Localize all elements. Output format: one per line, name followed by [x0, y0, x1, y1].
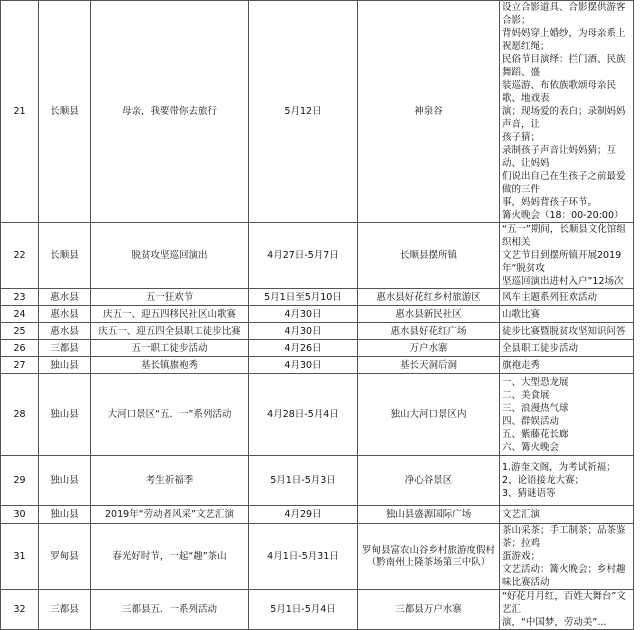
activity-name-cell: 庆五一、迎五四全县职工徒步比赛: [91, 323, 249, 340]
county-cell: 长顺县: [39, 1, 91, 223]
venue-cell: 惠水县好花红广场: [358, 323, 500, 340]
table-row: [1, 590, 634, 630]
content-cell: 全县职工徒步活动: [500, 340, 634, 357]
content-cell: [500, 456, 634, 506]
row-number: 27: [1, 357, 39, 374]
activity-name-cell: 基长镇旗袍秀: [91, 357, 249, 374]
content-cell: [500, 374, 634, 456]
content-line: 背妈妈穿上婚纱，为母亲系上祝愿红绳；: [502, 28, 626, 52]
venue-cell: 罗甸县富农山谷乡村旅游度假村（黔南州上隆茶场第三中队）: [358, 524, 500, 590]
date-cell: 5月1日-5月3日: [249, 456, 358, 506]
date-cell: 4月30日: [249, 306, 358, 323]
content-line: 民俗节目演绎：拦门酒、民族舞蹈、盛: [502, 54, 626, 78]
table-row: [1, 456, 634, 506]
content-line: 一、大型恐龙展: [502, 376, 569, 388]
table-row: [1, 306, 634, 323]
content-line: 篝火晚会（18：00-20:00）: [502, 210, 624, 221]
row-number: 21: [1, 1, 39, 223]
content-line: 演；现场爱的表白；录制妈妈声音，让: [502, 106, 626, 130]
county-cell: 三都县: [39, 590, 91, 630]
content-cell: 山歌比赛: [500, 306, 634, 323]
venue-cell: 万户水寨: [358, 340, 500, 357]
activity-name-cell: 五一职工徒步活动: [91, 340, 249, 357]
content-line: 五、紫藤花长廊: [502, 428, 569, 440]
date-cell: 5月1日-5月4日: [249, 590, 358, 630]
date-cell: 4月1日-5月31日: [249, 524, 358, 590]
content-line: 演，“中国梦，劳动美”...: [502, 617, 607, 628]
activity-name-cell: 考生祈福季: [91, 456, 249, 506]
content-line: 六、篝火晚会: [502, 441, 560, 453]
content-line: 装巡游、布依族歌颂母亲民歌、地戏表: [502, 80, 617, 104]
content-line: “好花月月红，百姓大舞台”文艺汇: [502, 591, 626, 615]
row-number: 30: [1, 506, 39, 524]
activity-name-cell: 2019年“劳动者风采”文艺汇演: [91, 506, 249, 524]
content-line: 坚巡回演出进村入户”12场次: [502, 276, 624, 287]
row-number: 23: [1, 289, 39, 306]
date-cell: 4月28日-5月4日: [249, 374, 358, 456]
content-line: 三、浪漫热气球: [502, 402, 569, 414]
county-cell: 三都县: [39, 340, 91, 357]
county-cell: 惠水县: [39, 323, 91, 340]
content-line: 文艺活动：篝火晚会；乡村趣味比赛活动: [502, 564, 626, 588]
content-line: 3、猜谜语等: [502, 488, 556, 499]
county-cell: 独山县: [39, 506, 91, 524]
venue-cell: 独山大河口景区内: [358, 374, 500, 456]
table-row: [1, 374, 634, 456]
table-row: [1, 289, 634, 306]
activity-name-cell: 五一狂欢节: [91, 289, 249, 306]
table-row: [1, 223, 634, 289]
content-line: 1.游奎文阁，为考试祈福；: [502, 462, 616, 473]
county-cell: 独山县: [39, 357, 91, 374]
table-row: [1, 524, 634, 590]
row-number: 29: [1, 456, 39, 506]
content-line: 录制孩子声音让妈妈猜；互动、让妈妈: [502, 145, 617, 169]
content-line: 事，妈妈背孩子环节。: [502, 197, 598, 208]
content-line: 孩子猜；: [502, 132, 541, 143]
county-cell: 惠水县: [39, 289, 91, 306]
content-line: 们说出自己在生孩子之前最爱做的三件: [502, 171, 626, 195]
activity-name-cell: 母亲，我要带你去旅行: [91, 1, 249, 223]
date-cell: 4月27日-5月7日: [249, 223, 358, 289]
content-cell: 风车主题系列狂欢活动: [500, 289, 634, 306]
venue-cell: 基长天洞后洞: [358, 357, 500, 374]
date-cell: 5月1日至5月10日: [249, 289, 358, 306]
content-cell: 文艺汇演: [500, 506, 634, 524]
date-cell: 4月30日: [249, 323, 358, 340]
date-cell: 4月30日: [249, 357, 358, 374]
content-line: 四、群娱活动: [502, 415, 560, 427]
row-number: 26: [1, 340, 39, 357]
county-cell: 独山县: [39, 374, 91, 456]
row-number: 32: [1, 590, 39, 630]
activity-name-cell: 大河口景区“五．一”系列活动: [91, 374, 249, 456]
row-number: 25: [1, 323, 39, 340]
content-cell: [500, 524, 634, 590]
table-row: [1, 1, 634, 223]
content-line: 文艺节目到摆所镇开展2019年“脱贫攻: [502, 250, 622, 274]
county-cell: 罗甸县: [39, 524, 91, 590]
content-cell: [500, 590, 634, 630]
venue-cell: 惠水县好花红乡村旅游区: [358, 289, 500, 306]
date-cell: 5月12日: [249, 1, 358, 223]
content-line: 二、美食展: [502, 389, 550, 401]
content-line: 2、论语接龙大赛；: [502, 475, 585, 486]
table-row: [1, 323, 634, 340]
content-line: 茶山采茶；手工制茶；品茶鉴茶；拉鸡: [502, 525, 626, 549]
content-cell: [500, 223, 634, 289]
table-row: [1, 357, 634, 374]
content-cell: [500, 1, 634, 223]
content-line: “五一”期间，长顺县文化馆组织相关: [502, 224, 626, 248]
activity-name-cell: 春光好时节，一起“趣”茶山: [91, 524, 249, 590]
date-cell: 4月26日: [249, 340, 358, 357]
county-cell: 长顺县: [39, 223, 91, 289]
venue-cell: 惠水县新民社区: [358, 306, 500, 323]
row-number: 28: [1, 374, 39, 456]
date-cell: 4月29日: [249, 506, 358, 524]
activity-name-cell: 庆五一、迎五四移民社区山歌赛: [91, 306, 249, 323]
county-cell: 惠水县: [39, 306, 91, 323]
activity-name-cell: 三都县五．一系列活动: [91, 590, 249, 630]
table-row: [1, 340, 634, 357]
content-cell: 徒步比赛暨脱贫攻坚知识问答: [500, 323, 634, 340]
venue-cell: 长顺县摆所镇: [358, 223, 500, 289]
activity-name-cell: 脱贫攻坚巡回演出: [91, 223, 249, 289]
content-line: 蛋游戏；: [502, 551, 541, 562]
content-cell: 旗袍走秀: [500, 357, 634, 374]
venue-cell: 三都县万户水寨: [358, 590, 500, 630]
content-line: 设立合影道具、合影摆供游客合影；: [502, 2, 626, 26]
row-number: 24: [1, 306, 39, 323]
row-number: 22: [1, 223, 39, 289]
row-number: 31: [1, 524, 39, 590]
county-cell: 独山县: [39, 456, 91, 506]
venue-cell: 净心谷景区: [358, 456, 500, 506]
table-row: [1, 506, 634, 524]
venue-cell: 神泉谷: [358, 1, 500, 223]
venue-cell: 独山县盛源国际广场: [358, 506, 500, 524]
